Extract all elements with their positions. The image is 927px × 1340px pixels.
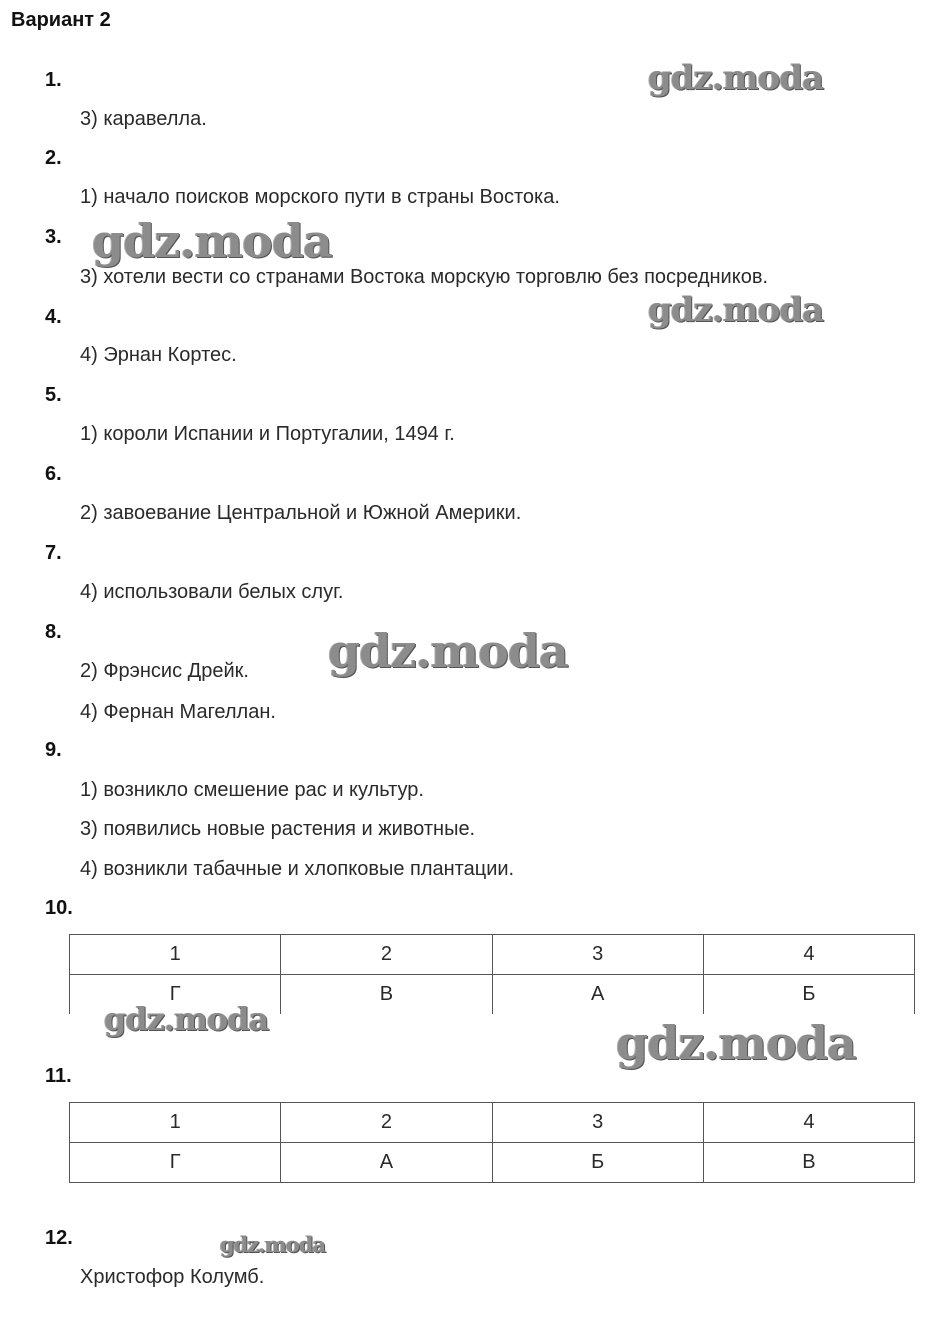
question-number: 7.: [45, 542, 62, 564]
answer-text: 4) использовали белых слуг.: [80, 581, 344, 603]
question-number: 2.: [45, 147, 62, 169]
table-cell: В: [703, 1143, 914, 1183]
answer-text: 3) каравелла.: [80, 108, 207, 130]
question-number: 9.: [45, 739, 62, 761]
table-cell: 1: [70, 1103, 281, 1143]
question-number: 8.: [45, 621, 62, 643]
table-header-row: [70, 935, 915, 975]
answer-text: Христофор Колумб.: [80, 1266, 265, 1288]
answer-table: [69, 1102, 915, 1183]
question-number: 4.: [45, 306, 62, 328]
answer-text: 1) возникло смешение рас и культур.: [80, 779, 424, 801]
table-cell: 4: [703, 935, 914, 975]
table-cell: 2: [281, 1103, 492, 1143]
watermark-logo: gdz.moda: [328, 624, 568, 678]
table-cell: А: [281, 1143, 492, 1183]
watermark-logo: gdz.moda: [648, 290, 824, 330]
answer-text: 4) Фернан Магеллан.: [80, 701, 276, 723]
watermark-logo: gdz.moda: [616, 1016, 856, 1070]
watermark-logo: gdz.moda: [92, 214, 332, 268]
question-number: 6.: [45, 463, 62, 485]
table-header-row: [70, 1103, 915, 1143]
answer-text: 1) начало поисков морского пути в страны Востока.: [80, 186, 560, 208]
answer-text: 2) Фрэнсис Дрейк.: [80, 660, 249, 682]
watermark-logo: gdz.moda: [648, 58, 824, 98]
page-title: Вариант 2: [11, 9, 111, 31]
table-cell: Г: [70, 1143, 281, 1183]
table-cell: 2: [281, 935, 492, 975]
question-number: 10.: [45, 897, 73, 919]
answer-text: 2) завоевание Центральной и Южной Америки.: [80, 502, 522, 524]
table-cell: 1: [70, 935, 281, 975]
table-cell: Б: [492, 1143, 703, 1183]
table-cell: 4: [703, 1103, 914, 1143]
watermark-logo: gdz.moda: [104, 1000, 269, 1038]
watermark-logo: gdz.moda: [220, 1232, 326, 1257]
table-cell: Г: [70, 975, 281, 1015]
question-number: 5.: [45, 384, 62, 406]
table-cell: 3: [492, 1103, 703, 1143]
table-cell: В: [281, 975, 492, 1015]
answer-text: 3) хотели вести со странами Востока морскую торговлю без посредников.: [80, 266, 768, 288]
question-number: 11.: [45, 1065, 72, 1087]
answer-text: 4) Эрнан Кортес.: [80, 344, 237, 366]
table-cell: Б: [703, 975, 914, 1015]
question-number: 1.: [45, 69, 62, 91]
table-cell: А: [492, 975, 703, 1015]
question-number: 3.: [45, 226, 62, 248]
question-number: 12.: [45, 1227, 73, 1249]
table-row: [70, 1143, 915, 1183]
answer-text: 4) возникли табачные и хлопковые плантации.: [80, 858, 515, 880]
answer-text: 3) появились новые растения и животные.: [80, 818, 476, 840]
table-cell: 3: [492, 935, 703, 975]
answer-text: 1) короли Испании и Португалии, 1494 г.: [80, 423, 455, 445]
